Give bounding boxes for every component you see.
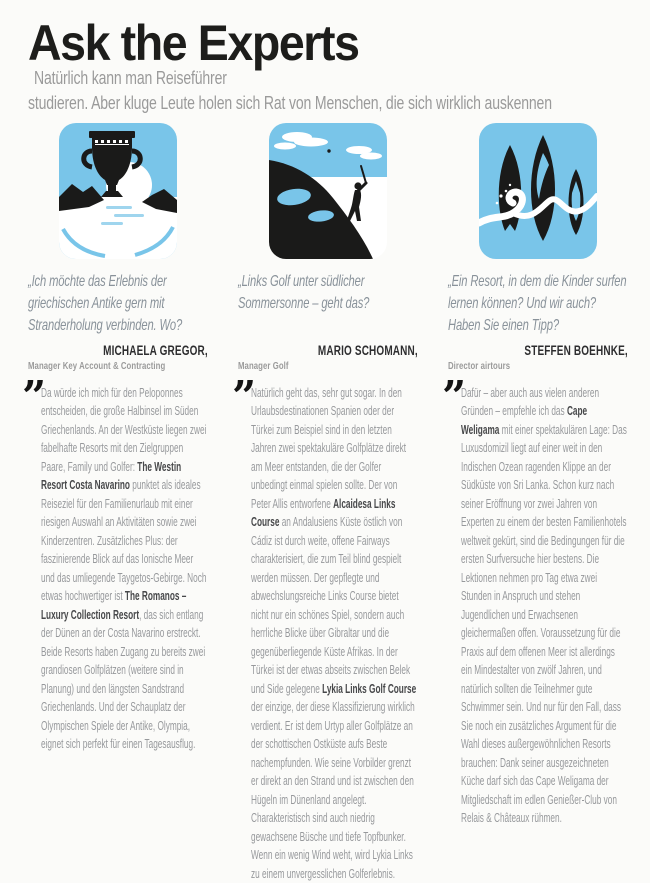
expert-role: Manager Golf — [238, 359, 289, 372]
expert-column-schomann — [232, 121, 418, 883]
quote-mark-icon: ” — [442, 371, 467, 421]
expert-name: MICHAELA GREGOR, — [103, 342, 208, 358]
expert-answer-text: Natürlich geht das, sehr gut sogar. In den Urlaubsdestinationen Spanien oder der Türkei zum Beispiel sind in den letzten Jahren zwei spektakuläre Golfplätze direkt am Meer entstanden, die der Golfer unbedingt einmal spielen sollte. Der von Peter Allis entworfene Alcaidesa Links Course an Andalusiens Küste östlich von Cádiz ist durch weite, offene Fairways charakterisiert, die zum Teil blind gespielt werden müssen. Der gepflegte und abwechslungsreiche Links Course bietet nicht nur ein schönes Spiel, sondern auch herrliche Blicke über Gibraltar und die gegenüberliegende Küste Afrikas. In der Türkei ist der etwas abseits zwischen Belek und Side gelegene Lykia Links Golf Course der einzige, der diese Klassifizierung wirklich verdient. Er ist dem Urtyp aller Golfplätze an der schottischen Ostküste aufs Beste nachempfunden. Wie seine Vorbilder grenzt er direkt an den Strand und ist zwischen den Hügeln im Dünenland angelegt. Charakteristisch sind auch niedrig gewachsene Büsche und tiefe Topfbunker. Wenn ein wenig Wind weht, wird Lykia Links zu einem unvergesslichen Golferlebnis. — [251, 385, 417, 881]
expert-answer — [22, 371, 208, 754]
surfboards-wave-icon — [479, 123, 597, 259]
expert-role: Director airtours — [448, 359, 511, 372]
expert-question: „Links Golf unter südlicher Sommersonne – geht das? — [238, 272, 370, 312]
page-subtitle-line1: Natürlich kann man Reiseführer — [34, 68, 227, 88]
page-subtitle-line2: studieren. Aber kluge Leute holen sich Rat von Menschen, die sich wirklich auskennen — [28, 93, 552, 113]
expert-question: „Ein Resort, in dem die Kinder surfen lernen können? Und wir auch? Haben Sie einen Tipp? — [448, 272, 627, 334]
expert-answer-text: Dafür – aber auch aus vielen anderen Gründen – empfehle ich das Cape Weligama mit einer spektakulären Lage: Das Luxusdomizil liegt auf einer weit in den Indischen Ozean ragenden Klippe an der Südküste von Sri Lanka. Schon kurz nach seiner Eröffnung vor zwei Jahren von Experten zu einem der besten Familienhotels weltweit gekürt, sind die Bedingungen für die ersten Surfversuche hier bestens. Die Lektionen nehmen pro Tag etwa zwei Stunden in Anspruch und stehen Jugendlichen und Erwachsenen gleichermaßen offen. Voraussetzung für die Praxis auf dem offenen Meer ist allerdings ein Mindestalter von zwölf Jahren, und natürlich sollten die Teilnehmer gute Schwimmer sein. Und nur für den Fall, dass Sie noch ein zusätzliches Argument für die Wahl dieses außergewöhnlichen Resorts brauchen: Dank seiner ausgezeichneten Küche darf sich das Cape Weligama der Mitgliedschaft im edlen Genießer-Club von Relais & Châteaux rühmen. — [461, 385, 627, 826]
expert-columns — [0, 121, 650, 883]
expert-column-boehnke — [442, 121, 628, 883]
quote-mark-icon: ” — [22, 371, 47, 421]
expert-answer — [442, 371, 628, 828]
expert-role: Manager Key Account & Contracting — [28, 359, 166, 372]
page-title: Ask the Experts — [28, 15, 359, 71]
quote-mark-icon: ” — [232, 371, 257, 421]
page-header — [0, 0, 650, 115]
expert-answer — [232, 371, 418, 883]
expert-name: MARIO SCHOMANN, — [317, 342, 418, 358]
golfer-links-course-icon — [269, 123, 387, 259]
greek-vase-coast-icon — [59, 123, 177, 259]
expert-question: „Ich möchte das Erlebnis der griechischen Antike gern mit Stranderholung verbinden. Wo? — [28, 272, 183, 334]
expert-answer-text: Da würde ich mich für den Peloponnes entscheiden, die große Halbinsel im Süden Griechenlands. An der Westküste liegen zwei fabelhafte Resorts mit den Zielgruppen Paare, Family und Golfer: The Westin Resort Costa Navarino punktet als ideales Reiseziel für den Familienurlaub mit einer riesigen Auswahl an Aktivitäten sowie zwei Kinderzentren. Zusätzliches Plus: der faszinierende Blick auf das Ionische Meer und das umliegende Taygetos-Gebirge. Noch etwas hochwertiger ist The Romanos – Luxury Collection Resort, das sich entlang der Dünen an der Costa Navarino erstreckt. Beide Resorts haben Zugang zu bereits zwei grandiosen Golfplätzen (weitere sind in Planung) und den längsten Sandstrand Griechenlands. Und der Schauplatz der Olympischen Spiele der Antike, Olympia, eignet sich perfekt für einen Tagesausflug. — [41, 385, 207, 752]
expert-column-gregor — [22, 121, 208, 883]
expert-name: STEFFEN BOEHNKE, — [524, 342, 628, 358]
